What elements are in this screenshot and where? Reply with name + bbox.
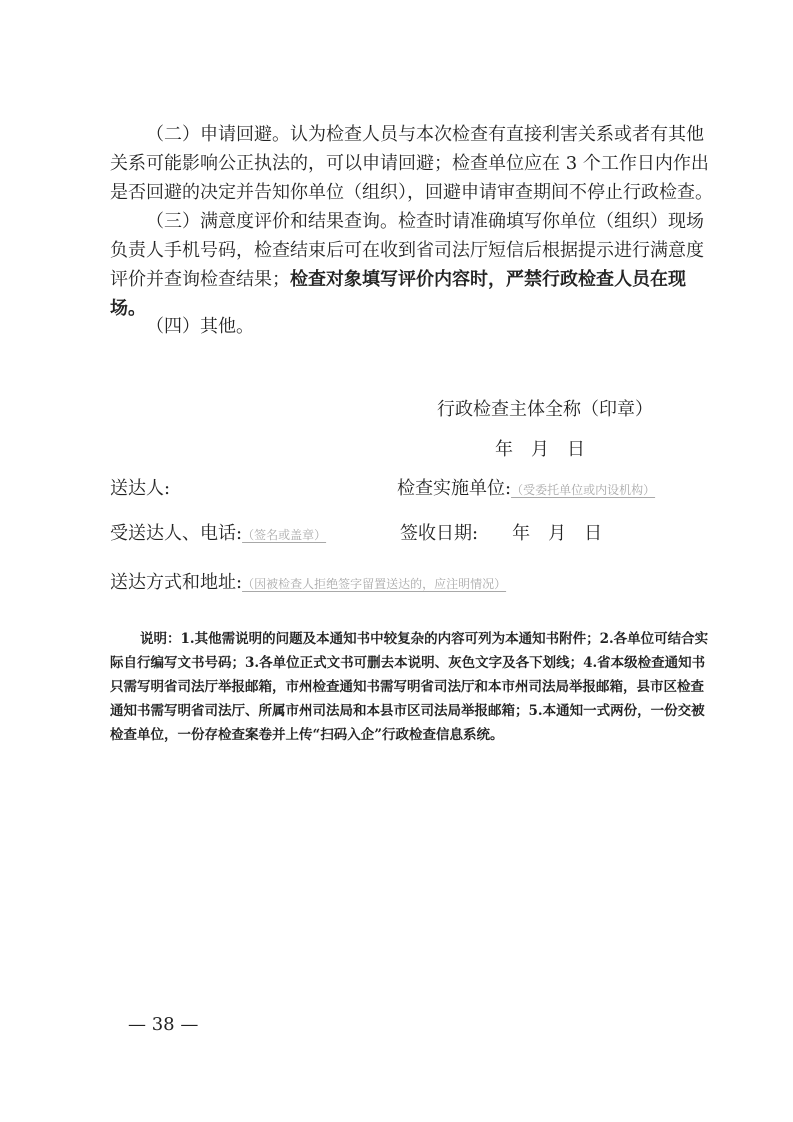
unit-label: 检查实施单位: (397, 478, 512, 499)
deliverer-label: 送达人: (110, 478, 171, 499)
method-field (110, 571, 506, 596)
unit-field (397, 477, 655, 502)
issuer-name: 行政检查主体全称（印章） (437, 399, 653, 420)
satisfaction-warning: 检查对象填写评价内容时，严禁行政检查人员在现场。 (110, 269, 686, 319)
paragraph-other: （四）其他。 (146, 316, 254, 337)
receiver-hint: （签名或盖章） (242, 528, 327, 542)
receiver-label: 受送达人、电话: (110, 523, 243, 544)
receiver-field (110, 522, 326, 547)
method-hint: （因被检查人拒绝签字留置送达的，应注明情况） (242, 577, 507, 591)
sign-date-label: 签收日期: (400, 523, 479, 544)
page-number: — 38 — (128, 1014, 199, 1035)
paragraph-satisfaction (110, 207, 720, 323)
sign-date-value: 年 月 日 (512, 523, 603, 544)
satisfaction-text: （三）满意度评价和结果查询。检查时请准确填写你单位（组织）现场负责人手机号码，检查结束后可在收到省司法厅短信后根据提示进行满意度评价并查询检查结果； (110, 211, 704, 290)
unit-hint: （受委托单位或内设机构） (511, 483, 656, 497)
method-label: 送达方式和地址: (110, 572, 243, 593)
explanation-note: 说明：1.其他需说明的问题及本通知书中较复杂的内容可列为本通知书附件；2.各单位可结合实际自行编写文书号码；3.各单位正式文书可删去本说明、灰色文字及各下划线；4.省本级检查通知书只需写明省司法厅举报邮箱，市州检查通知书需写明省司法厅和本市州司法局举报邮箱，县市区检查通知书需写明省司法厅、所属市州司法局和本县市区司法局举报邮箱；5.本通知一式两份，一份交被检查单位，一份存检查案卷并上传“扫码入企”行政检查信息系统。 (110, 631, 709, 743)
sign-date-field (400, 522, 602, 546)
paragraph-recusal: （二）申请回避。认为检查人员与本次检查有直接利害关系或者有其他关系可能影响公正执法的，可以申请回避；检查单位应在 3 个工作日内作出是否回避的决定并告知你单位（组织），回避申请审查期间不停止行政检查。 (110, 124, 713, 203)
issue-date: 年 月 日 (495, 439, 585, 460)
